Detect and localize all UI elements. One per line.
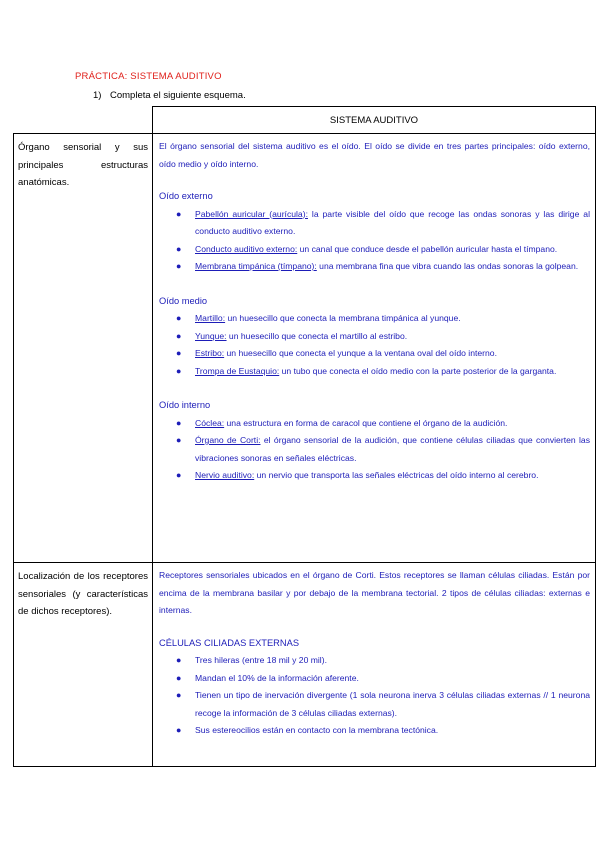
bullet-list <box>159 415 590 485</box>
section-heading: Oído interno <box>159 400 211 410</box>
list-item <box>159 328 590 346</box>
item-term: Yunque: <box>195 330 227 341</box>
list-item <box>159 722 590 740</box>
list-item <box>159 363 590 381</box>
bullet-icon: ● <box>176 470 182 480</box>
list-item <box>159 241 590 259</box>
item-text: un huesecillo que conecta el yunque a la ventana oval del oído interno. <box>224 348 497 358</box>
bullet-icon: ● <box>176 313 182 323</box>
item-term: Trompa de Eustaquio: <box>195 365 280 376</box>
list-item <box>159 670 590 688</box>
instruction-text: Completa el siguiente esquema. <box>110 90 246 101</box>
list-item <box>159 258 590 276</box>
row2-intro: Receptores sensoriales ubicados en el órgano de Corti. Estos receptores se llaman células ciliadas. Están por encima de la membrana basilar y por debajo de la membrana tectorial. 2 tipos de células ciliadas: externas e internas. <box>159 570 590 615</box>
item-term: Martillo: <box>195 313 226 323</box>
row1-content <box>153 134 596 563</box>
list-item <box>159 206 590 241</box>
instruction <box>93 90 246 101</box>
bullet-list <box>159 206 590 276</box>
item-term: Nervio auditivo: <box>195 470 255 480</box>
item-term: Órgano de Corti: <box>195 435 261 445</box>
item-text: un canal que conduce desde el pabellón auricular hasta el tímpano. <box>297 243 558 254</box>
item-text: Sus estereocilios están en contacto con la membrana tectónica. <box>195 725 439 735</box>
section-heading: Oído medio <box>159 295 208 306</box>
item-text: un nervio que transporta las señales eléctricas del oído interno al cerebro. <box>254 470 539 480</box>
row1-intro: El órgano sensorial del sistema auditivo es el oído. El oído se divide en tres partes principales: oído externo, oído medio y oído interno. <box>159 141 590 169</box>
section-heading: CÉLULAS CILIADAS EXTERNAS <box>159 637 300 648</box>
item-text: una membrana fina que vibra cuando las ondas sonoras la golpean. <box>316 261 579 271</box>
bullet-icon: ● <box>176 672 182 683</box>
list-item <box>159 345 590 363</box>
instruction-number: 1) <box>93 90 102 101</box>
bullet-icon: ● <box>176 690 182 700</box>
header-row <box>14 107 596 134</box>
list-item <box>159 432 590 467</box>
list-item <box>159 687 590 722</box>
list-item <box>159 652 590 670</box>
bullet-list <box>159 652 590 740</box>
table-row <box>14 563 596 767</box>
item-text: el órgano sensorial de la audición, que contiene células ciliadas que convierten las vibraciones sonoras en señales eléctricas. <box>195 435 590 463</box>
item-text: una estructura en forma de caracol que contiene el órgano de la audición. <box>224 417 508 428</box>
bullet-icon: ● <box>176 655 182 665</box>
bullet-icon: ● <box>176 348 182 358</box>
item-text: Mandan el 10% de la información aferente. <box>195 672 359 683</box>
section-heading: Oído externo <box>159 191 213 201</box>
list-item <box>159 467 590 485</box>
row2-label: Localización de los receptores sensoriales (y características de dichos receptores). <box>14 563 153 767</box>
header-blank-cell <box>14 107 153 134</box>
list-item <box>159 310 590 328</box>
item-term: Membrana timpánica (tímpano): <box>195 261 317 271</box>
table-header: SISTEMA AUDITIVO <box>153 107 596 134</box>
item-text: un tubo que conecta el oído medio con la parte posterior de la garganta. <box>279 365 557 376</box>
item-term: Conducto auditivo externo: <box>195 243 298 254</box>
bullet-icon: ● <box>176 365 182 376</box>
item-text: la parte visible del oído que recoge las ondas sonoras y las dirige al conducto auditivo externo. <box>195 208 590 236</box>
bullet-icon: ● <box>176 330 182 341</box>
scheme-table <box>13 106 596 767</box>
item-text: un huesecillo que conecta la membrana timpánica al yunque. <box>225 313 461 323</box>
bullet-icon: ● <box>176 417 182 428</box>
bullet-icon: ● <box>176 261 182 271</box>
list-item <box>159 415 590 433</box>
item-text: un huesecillo que conecta el martillo al estribo. <box>226 330 408 341</box>
item-term: Cóclea: <box>195 417 225 428</box>
table-row <box>14 134 596 563</box>
bullet-icon: ● <box>176 243 182 254</box>
item-term: Pabellón auricular (aurícula): <box>195 208 308 219</box>
bullet-icon: ● <box>176 435 182 445</box>
doc-title: PRÁCTICA: SISTEMA AUDITIVO <box>75 71 222 82</box>
item-text: Tres hileras (entre 18 mil y 20 mil). <box>195 655 327 665</box>
bullet-icon: ● <box>176 725 182 735</box>
bullet-list <box>159 310 590 380</box>
item-term: Estribo: <box>195 348 225 358</box>
item-text: Tienen un tipo de inervación divergente (1 sola neurona inerva 3 células ciliadas externas // 1 neurona recoge la información de 3 células ciliadas externas). <box>195 690 590 718</box>
row2-content <box>153 563 596 767</box>
row1-label: Órgano sensorial y sus principales estructuras anatómicas. <box>14 134 153 563</box>
bullet-icon: ● <box>176 208 182 219</box>
